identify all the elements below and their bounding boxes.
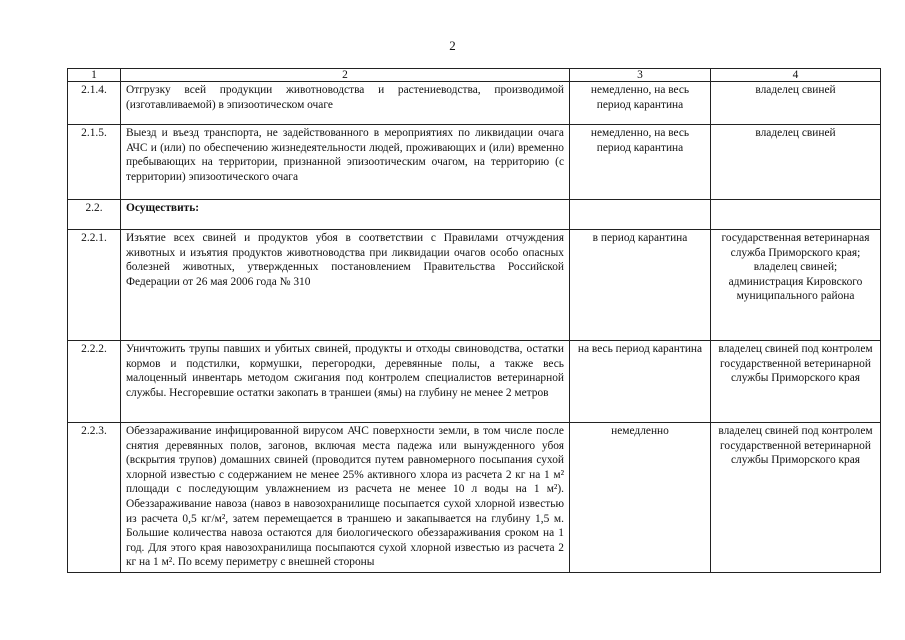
row-number: 2.2.3.	[68, 423, 121, 573]
row-number: 2.2.1.	[68, 230, 121, 341]
table-row	[68, 125, 881, 200]
row-responsible: владелец свиней под контролем государственной ветеринарной службы Приморского края	[711, 423, 881, 573]
row-term: немедленно	[570, 423, 711, 573]
row-text: Отгрузку всей продукции животноводства и растениеводства, производимой (изготавливаемой) в эпизоотическом очаге	[121, 82, 570, 125]
row-term: на весь период карантина	[570, 341, 711, 423]
table-row	[68, 423, 881, 573]
row-term: в период карантина	[570, 230, 711, 341]
row-text: Выезд и въезд транспорта, не задействованного в мероприятиях по ликвидации очага АЧС и (или) по обеспечению жизнедеятельности людей, проживающих и (или) временно пребывающих на территории, признанной эпизоотическим очагом, на территорию (с территории) эпизоотического очага	[121, 125, 570, 200]
measures-table	[67, 68, 881, 573]
row-responsible	[711, 200, 881, 230]
column-number-4: 4	[711, 69, 881, 82]
row-text: Осуществить:	[121, 200, 570, 230]
table-row	[68, 82, 881, 125]
row-responsible: владелец свиней	[711, 125, 881, 200]
page-number: 2	[449, 38, 456, 53]
row-responsible: государственная ветеринарная служба Приморского края; владелец свиней; администрация Кировского муниципального района	[711, 230, 881, 341]
row-term: немедленно, на весь период карантина	[570, 125, 711, 200]
row-text: Изъятие всех свиней и продуктов убоя в соответствии с Правилами отчуждения животных и изъятия продуктов животноводства при ликвидации очагов особо опасных болезней животных, утвержденных постановлением Правительства Российской Федерации от 26 мая 2006 года № 310	[121, 230, 570, 341]
row-responsible: владелец свиней под контролем государственной ветеринарной службы Приморского края	[711, 341, 881, 423]
row-number: 2.1.5.	[68, 125, 121, 200]
row-term: немедленно, на весь период карантина	[570, 82, 711, 125]
table-row	[68, 200, 881, 230]
table-header-row	[68, 69, 881, 82]
row-text: Уничтожить трупы павших и убитых свиней, продукты и отходы свиноводства, остатки кормов и подстилки, кормушки, перегородки, деревянные полы, а также весь малоценный инвентарь методом сжигания под контролем специалистов ветеринарной службы. Несгоревшие остатки закопать в траншеи (ямы) на глубину не менее 2 метров	[121, 341, 570, 423]
column-number-2: 2	[121, 69, 570, 82]
row-text: Обеззараживание инфицированной вирусом АЧС поверхности земли, в том числе после снятия деревянных полов, загонов, включая места падежа или вынужденного убоя (вскрытия трупов) домашних свиней (проводится путем равномерного посыпания сухой хлорной известью с содержанием не менее 25% активного хлора из расчета 2 кг на 1 м² площади с последующим увлажнением из расчета не менее 10 л воды на 1 м²). Обеззараживание навоза (навоз в навозохранилище посыпается сухой хлорной известью из расчета 0,5 кг/м², затем перемещается в траншею и закапывается на глубину 1,5 м. Большие количества навоза остаются для биологического обеззараживания сроком на 1 год. Для этого края навозохранилища посыпаются сухой хлорной известью из расчета 2 кг на 1 м². По всему периметру с внешней стороны	[121, 423, 570, 573]
table-row	[68, 341, 881, 423]
row-term	[570, 200, 711, 230]
column-number-1: 1	[68, 69, 121, 82]
column-number-3: 3	[570, 69, 711, 82]
row-number: 2.2.2.	[68, 341, 121, 423]
table-row	[68, 230, 881, 341]
row-responsible: владелец свиней	[711, 82, 881, 125]
page-bottom-margin	[0, 598, 905, 640]
row-number: 2.1.4.	[68, 82, 121, 125]
row-number: 2.2.	[68, 200, 121, 230]
